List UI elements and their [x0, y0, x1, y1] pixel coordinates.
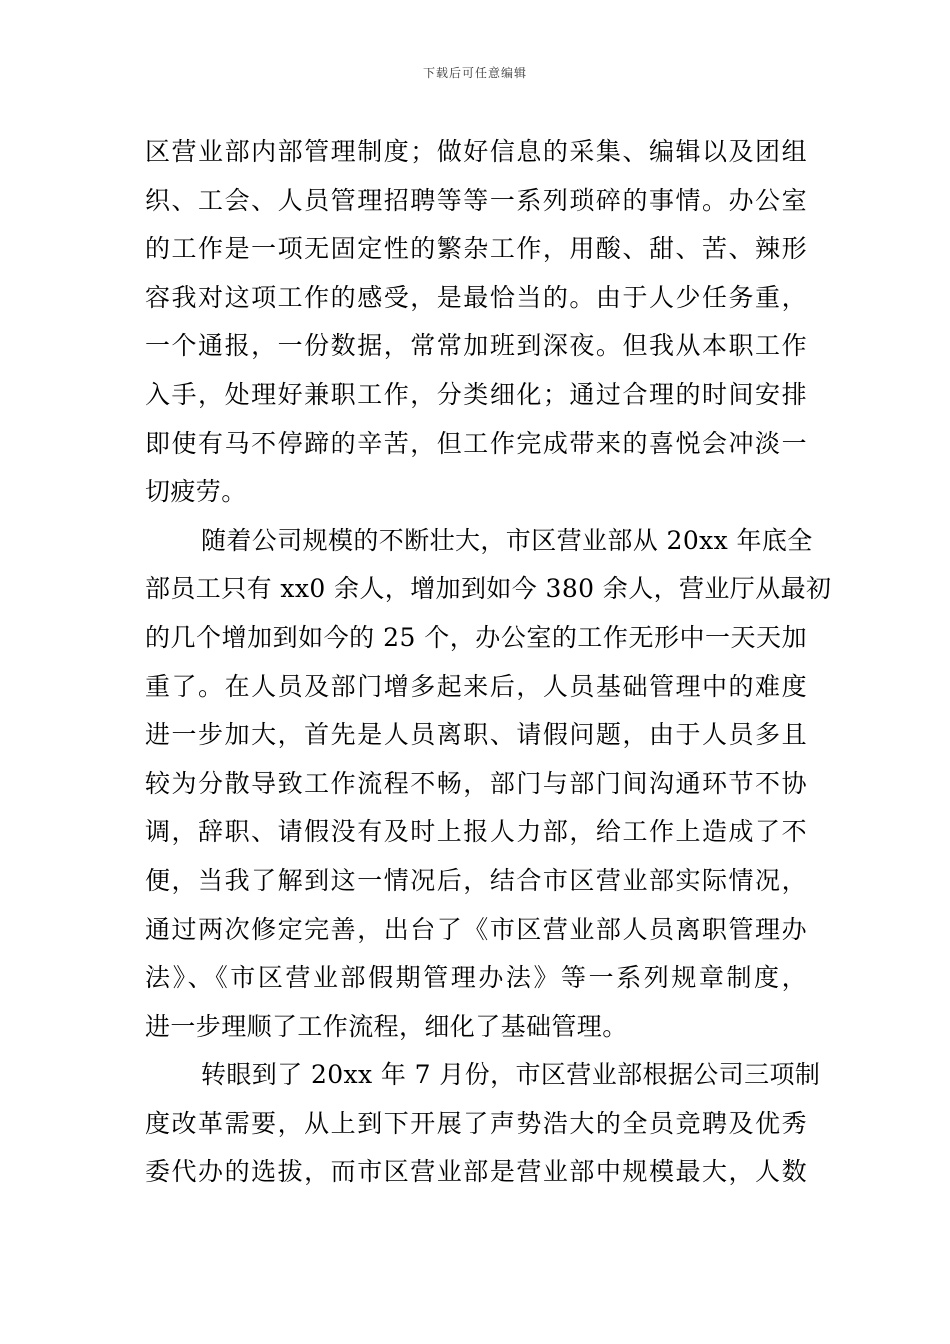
text-line: 即使有马不停蹄的辛苦，但工作完成带来的喜悦会冲淡一 [145, 428, 807, 458]
text-line: 进一步理顺了工作流程，细化了基础管理。 [145, 1011, 628, 1041]
paragraph [145, 1051, 821, 1197]
text-line: 委代办的选拔，而市区营业部是营业部中规模最大，人数 [145, 1157, 807, 1187]
text-line: 的工作是一项无固定性的繁杂工作，用酸、甜、苦、辣形 [145, 234, 807, 264]
text-line: 容我对这项工作的感受，是最恰当的。由于人少任务重， [145, 282, 807, 312]
text-line: 调，辞职、请假没有及时上报人力部，给工作上造成了不 [145, 817, 807, 847]
text-line: 法》、《市区营业部假期管理办法》等一系列规章制度， [145, 963, 807, 993]
text-line: 区营业部内部管理制度；做好信息的采集、编辑以及团组 [145, 137, 807, 166]
text-line: 入手，处理好兼职工作，分类细化；通过合理的时间安排 [145, 379, 807, 409]
text-line: 随着公司规模的不断壮大，市区营业部从 20xx 年底全 [201, 525, 813, 555]
paragraph [145, 517, 832, 1052]
text-line: 一个通报，一份数据，常常加班到深夜。但我从本职工作 [145, 331, 807, 361]
text-line: 通过两次修定完善，出台了《市区营业部人员离职管理办 [145, 914, 807, 944]
text-line: 度改革需要，从上到下开展了声势浩大的全员竞聘及优秀 [145, 1108, 807, 1138]
text-line: 便，当我了解到这一情况后，结合市区营业部实际情况， [145, 865, 807, 895]
text-line: 切疲劳。 [145, 477, 247, 507]
text-line: 的几个增加到如今的 25 个，办公室的工作无形中一天天加 [145, 622, 807, 652]
text-line: 进一步加大，首先是人员离职、请假问题，由于人员多且 [145, 720, 807, 750]
text-line: 部员工只有 xx0 余人，增加到如今 380 余人，营业厅从最初 [145, 574, 832, 604]
text-line: 重了。在人员及部门增多起来后，人员基础管理中的难度 [145, 671, 807, 701]
text-line: 转眼到了 20xx 年 7 月份，市区营业部根据公司三项制 [201, 1060, 821, 1090]
text-line: 织、工会、人员管理招聘等等一系列琐碎的事情。办公室 [145, 185, 807, 215]
paragraph [145, 128, 807, 517]
page-header: 下载后可任意编辑 [422, 66, 527, 80]
document-body [145, 128, 832, 1197]
text-line: 较为分散导致工作流程不畅，部门与部门间沟通环节不协 [145, 768, 807, 798]
